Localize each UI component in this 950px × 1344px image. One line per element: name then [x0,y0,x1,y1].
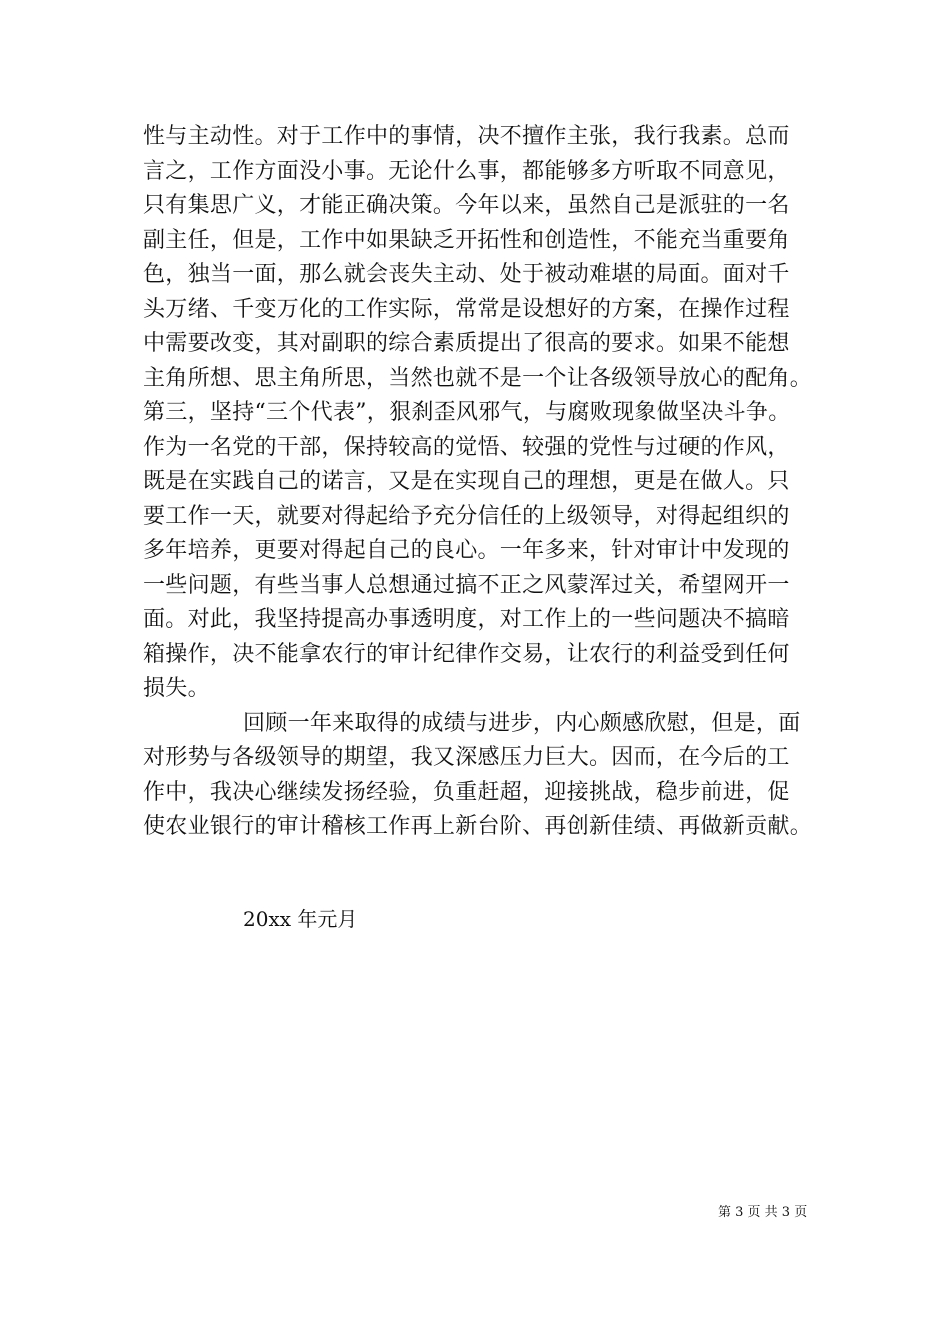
text-line: 主角所想、思主角所思，当然也就不是一个让各级领导放心的配角。 [143,365,813,391]
text-line: 头万绪、千变万化的工作实际，常常是设想好的方案，在操作过程 [143,296,790,322]
text-line: 箱操作，决不能拿农行的审计纪律作交易，让农行的利益受到任何 [143,641,790,667]
text-line: 第三，坚持“三个代表”，狠刹歪风邪气，与腐败现象做坚决斗争。 [143,400,791,425]
document-date: 20xx 年元月 [243,907,358,931]
text-line: 使农业银行的审计稽核工作再上新台阶、再创新佳绩、再做新贡献。 [143,814,813,839]
text-line: 中需要改变，其对副职的综合素质提出了很高的要求。如果不能想 [143,331,790,356]
body-text [143,120,813,845]
text-line: 言之，工作方面没小事。无论什么事，都能够多方听取不同意见， [143,158,790,184]
text-line: 多年培养，更要对得起自己的良心。一年多来，针对审计中发现的 [143,538,790,563]
page-number-footer: 第 3 页 共 3 页 [718,1205,808,1220]
text-line: 要工作一天，就要对得起给予充分信任的上级领导，对得起组织的 [143,503,790,529]
text-line: 色，独当一面，那么就会丧失主动、处于被动难堪的局面。面对千 [143,262,790,287]
text-line: 既是在实践自己的诺言，又是在实现自己的理想，更是在做人。只 [143,469,790,494]
text-line: 回顾一年来取得的成绩与进步，内心颇感欣慰，但是，面 [243,710,801,736]
text-line: 作为一名党的干部，保持较高的觉悟、较强的党性与过硬的作风， [143,434,790,460]
text-line: 性与主动性。对于工作中的事情，决不擅作主张，我行我素。总而 [143,124,790,149]
text-line: 面。对此，我坚持提高办事透明度，对工作上的一些问题决不搞暗 [143,607,790,632]
text-line: 只有集思广义，才能正确决策。今年以来，虽然自己是派驻的一名 [143,193,790,218]
text-line: 作中，我决心继续发扬经验，负重赶超，迎接挑战，稳步前进，促 [143,779,790,805]
text-line: 副主任，但是，工作中如果缺乏开拓性和创造性，不能充当重要角 [143,227,790,253]
text-line: 对形势与各级领导的期望，我又深感压力巨大。因而，在今后的工 [143,745,790,770]
paragraph-1 [143,120,813,707]
text-line: 损失。 [143,676,210,701]
paragraph-2 [143,707,813,845]
text-line: 一些问题，有些当事人总想通过搞不正之风蒙浑过关，希望网开一 [143,572,790,598]
